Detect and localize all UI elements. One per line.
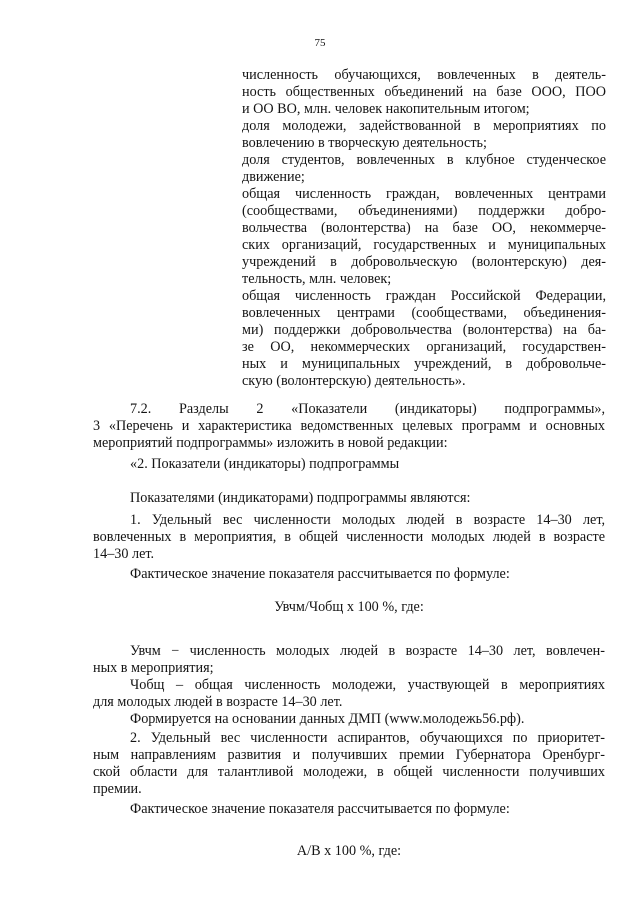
indicator-line: зе ОО, некоммерческих организаций, государствен- xyxy=(242,339,606,355)
item2-line: 2. Удельный вес численности аспирантов, обучающихся по приоритет- xyxy=(130,730,605,746)
amendment-line: мероприятий подпрограммы» изложить в новой редакции: xyxy=(93,435,448,451)
indicator-line: скую (волонтерскую) деятельность». xyxy=(242,373,466,389)
indicator-line: общая численность граждан, вовлеченных центрами xyxy=(242,186,606,202)
indicator-line: ность общественных объединений на базе ООО, ПОО xyxy=(242,84,606,100)
section-heading: «2. Показатели (индикаторы) подпрограммы xyxy=(130,456,400,472)
indicator-line: численность обучающихся, вовлеченных в деятель- xyxy=(242,67,606,83)
definition-line: Чобщ – общая численность молодежи, участвующей в мероприятиях xyxy=(130,677,605,693)
indicator-line: движение; xyxy=(242,169,305,185)
indicator-line: общая численность граждан Российской Федерации, xyxy=(242,288,606,304)
item1-line: 1. Удельный вес численности молодых людей в возрасте 14–30 лет, xyxy=(130,512,605,528)
indicator-line: учреждений в добровольческую (волонтерскую) дея- xyxy=(242,254,606,270)
item2-line: ской области для талантливой молодежи, в общей численности получивших xyxy=(93,764,605,780)
item2-line: ным направлениям развития и получивших премии Губернатора Оренбург- xyxy=(93,747,605,763)
amendment-line: 7.2. Разделы 2 «Показатели (индикаторы) подпрограммы», xyxy=(130,401,605,417)
indicator-line: вовлечению в творческую деятельность; xyxy=(242,135,487,151)
indicator-line: и ОО ВО, млн. человек накопительным итогом; xyxy=(242,101,530,117)
definition-line: Увчм − численность молодых людей в возрасте 14–30 лет, вовлечен- xyxy=(130,643,605,659)
intro-text: Показателями (индикаторами) подпрограммы являются: xyxy=(130,490,471,506)
definition-line: для молодых людей в возрасте 14–30 лет. xyxy=(93,694,343,710)
indicator-line: тельность, млн. человек; xyxy=(242,271,392,287)
calc-note: Фактическое значение показателя рассчитывается по формуле: xyxy=(130,801,510,817)
item1-line: вовлеченных в мероприятия, в общей численности молодых людей в возрасте xyxy=(93,529,605,545)
formula: Увчм/Чобщ х 100 %, где: xyxy=(274,599,424,615)
indicator-line: (сообществами, объединениями) поддержки добро- xyxy=(242,203,606,219)
indicator-line: ских организаций, государственных и муниципальных xyxy=(242,237,606,253)
amendment-line: 3 «Перечень и характеристика ведомственных целевых программ и основных xyxy=(93,418,605,434)
item2-line: премии. xyxy=(93,781,142,797)
indicator-line: вольчества (волонтерства) на базе ОО, некоммерче- xyxy=(242,220,606,236)
indicator-line: вовлеченных центрами (сообществами, объединения- xyxy=(242,305,606,321)
item1-line: 14–30 лет. xyxy=(93,546,155,562)
definition-line: Формируется на основании данных ДМП (www.молодежь56.рф). xyxy=(130,711,525,727)
page-number: 75 xyxy=(314,37,326,49)
indicator-line: ных и муниципальных учреждений, в добровольче- xyxy=(242,356,606,372)
formula: А/В х 100 %, где: xyxy=(296,843,402,859)
calc-note: Фактическое значение показателя рассчитывается по формуле: xyxy=(130,566,510,582)
indicator-line: доля молодежи, задействованной в мероприятиях по xyxy=(242,118,606,134)
indicator-line: ми) поддержки добровольчества (волонтерства) на ба- xyxy=(242,322,606,338)
indicator-line: доля студентов, вовлеченных в клубное студенческое xyxy=(242,152,606,168)
definition-line: ных в мероприятия; xyxy=(93,660,214,676)
